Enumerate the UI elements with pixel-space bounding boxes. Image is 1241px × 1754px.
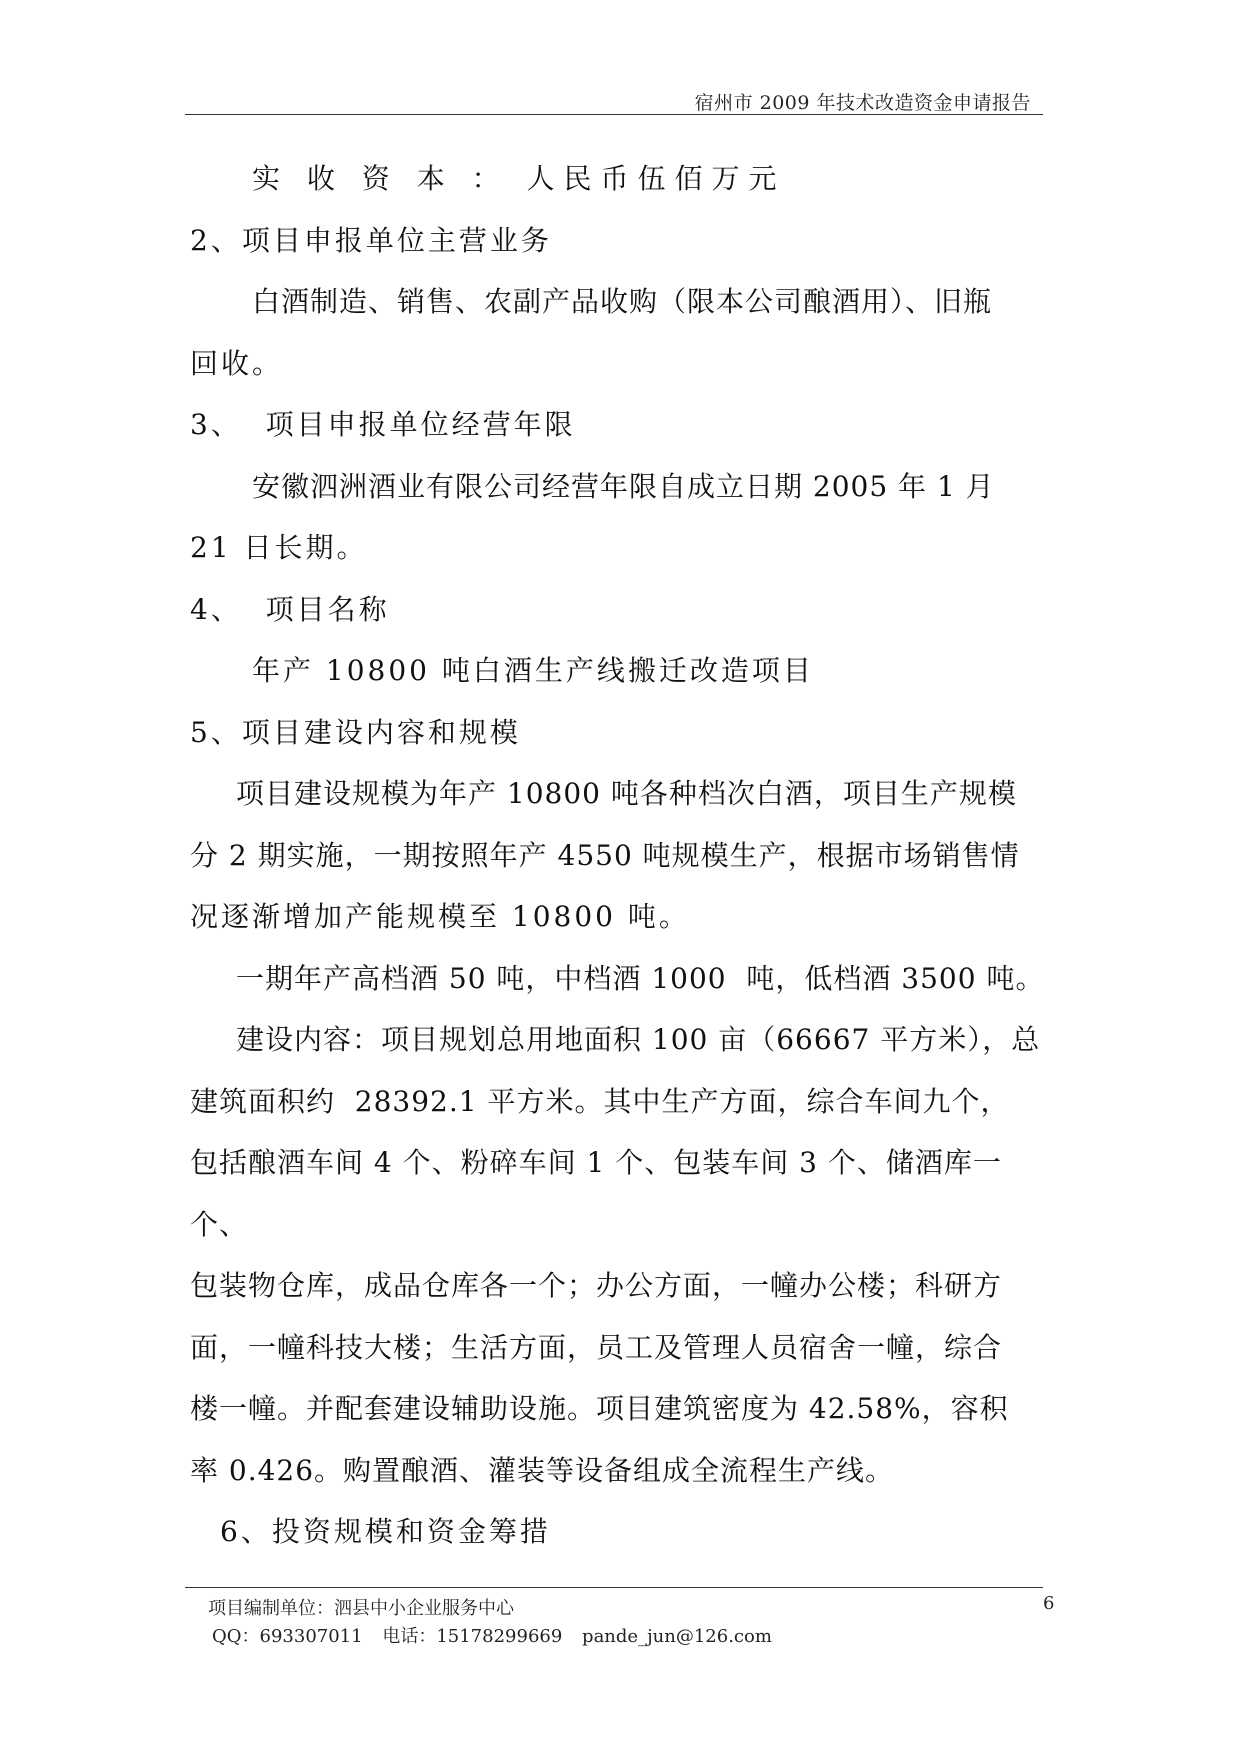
section-5-line-7: 包括酿酒车间 4 个、粉碎车间 1 个、包装车间 3 个、储酒库一个、: [190, 1146, 1002, 1241]
section-5-line-3: 况逐渐增加产能规模至 10800 吨。: [190, 900, 690, 933]
section-5-line-6: 建筑面积约 28392.1 平方米。其中生产方面，综合车间九个，: [190, 1084, 1010, 1118]
footer-phone: 电话：15178299669: [382, 1626, 563, 1647]
section-2-text-line-2: 回收。: [190, 346, 284, 380]
section-3-text-line-1: 安徽泗洲酒业有限公司经营年限自成立日期 2005 年 1 月: [252, 469, 995, 503]
section-5-line-11: 率 0.426。购置酿酒、灌装等设备组成全流程生产线。: [190, 1453, 895, 1487]
section-2-text-line-1: 白酒制造、销售、农副产品收购（限本公司酿酒用）、旧瓶: [252, 285, 993, 318]
footer-qq: QQ：693307011: [212, 1626, 363, 1647]
section-5-line-2: 分 2 期实施，一期按照年产 4550 吨规模生产，根据市场销售情: [190, 838, 1020, 872]
section-2-title: 2、项目申报单位主营业务: [190, 223, 552, 257]
footer-contact: [212, 1622, 786, 1648]
section-5-line-1: 项目建设规模为年产 10800 吨各种档次白酒，项目生产规模: [236, 777, 1017, 810]
section-4-title: 4、 项目名称: [190, 592, 390, 626]
section-6-title: 6、投资规模和资金筹措: [220, 1515, 551, 1548]
page-number: 6: [1043, 1593, 1055, 1614]
section-5-line-9: 面，一幢科技大楼；生活方面，员工及管理人员宿舍一幢，综合: [190, 1330, 1003, 1364]
capital-line: 实 收 资 本 ： 人民币伍佰万元: [252, 162, 786, 195]
footer-email: pande_jun@126.com: [582, 1626, 772, 1647]
section-5-line-5: 建设内容：项目规划总用地面积 100 亩（66667 平方米），总: [236, 1023, 1041, 1056]
section-5-line-10: 楼一幢。并配套建设辅助设施。项目建筑密度为 42.58%，容积: [190, 1392, 1009, 1425]
section-3-text-line-2: 21 日长期。: [190, 531, 368, 564]
document-body: [190, 148, 1050, 1563]
section-5-line-8: 包装物仓库，成品仓库各一个；办公方面，一幢办公楼；科研方: [190, 1269, 1003, 1302]
section-4-text: 年产 10800 吨白酒生产线搬迁改造项目: [252, 654, 814, 687]
header-divider: [185, 114, 1043, 115]
footer-organization: 项目编制单位：泗县中小企业服务中心: [208, 1598, 514, 1619]
section-3-title: 3、 项目申报单位经营年限: [190, 408, 576, 441]
footer-divider: [185, 1587, 1043, 1588]
section-5-line-4: 一期年产高档酒 50 吨，中档酒 1000 吨，低档酒 3500 吨。: [236, 961, 1045, 995]
section-5-title: 5、项目建设内容和规模: [190, 715, 521, 749]
header-title: 宿州市 2009 年技术改造资金申请报告: [694, 92, 1031, 114]
